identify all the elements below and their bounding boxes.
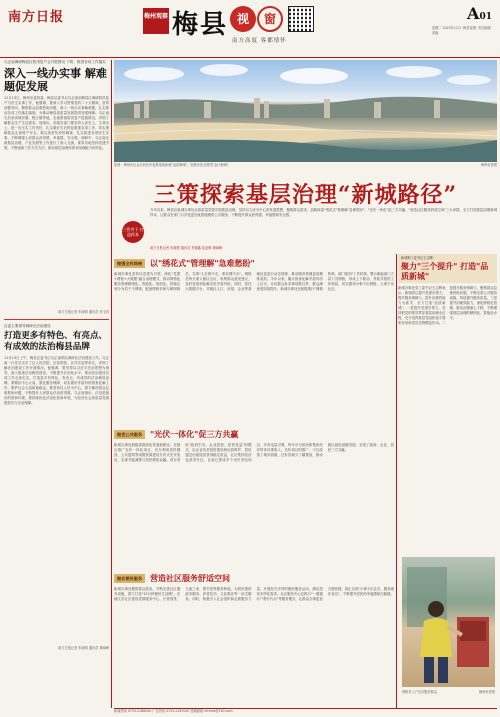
right-headline[interactable]: 聚力"三个提升" 打造"品质新城" — [401, 260, 489, 281]
section-1-body: 新城办事处坚持以党建为引领，深化"党建+网格+大数据"融合治理模式，推动网格化服务管理精细化、智能化、规范化。将辖区划分为若干个网格，配备网格长和专职网格员，实现"人在格中走、事在网中办"。网格员每天深入辖区走访，收集群众意见建议，及时发现和化解各类矛盾纠纷。同时，依托大数据平台，对辖区人口、房屋、企业等基础信息进行动态管理，推动服务管理更加精准高效。今年以来，累计排查化解矛盾纠纷上百宗，办结群众诉求事项数百件，群众满意度持续提升。新城办事处还积极推行"网格吹哨、部门报到"工作机制，整合职能部门力量下沉网格，形成上下联动、齐抓共管的工作格局，切实做到小事不出网格、大事不出社区。 — [114, 272, 394, 291]
edition-badge-1: 视 — [230, 6, 256, 32]
section-1-header: 做强全科网格 以"绣花式"管理解"急难愁盼" — [114, 259, 394, 271]
article-1-credit: 南方日报记者 朱晓倩 通讯员 李玉青 — [58, 310, 109, 314]
article-2-credit: 南方日报记者 朱晓倩 通讯员 黄晓峰 — [58, 645, 109, 650]
divider — [4, 319, 109, 320]
edition-title: 梅县 — [172, 10, 229, 40]
section-3-header: 做实便民服务 营造社区服务舒适空间 — [114, 574, 394, 586]
right-header-box: 新城街工委书记王志辉： 聚力"三个提升" 打造"品质新城" — [398, 254, 497, 283]
photo-caption: 如图：梅州市区金汁河东岸夜景延续新城"品质梅城"，创建评估全景图"金汁梅城"。 梅州市供图 — [114, 163, 497, 167]
city-panorama-icon — [114, 60, 497, 162]
article-2-headline[interactable]: 打造更多有特色、有亮点、有成效的法治梅县品牌 — [4, 330, 108, 352]
masthead — [0, 0, 500, 58]
date-line: 星期二 2023年11月 ·梅县视窗· 责任编辑 美编 — [432, 26, 491, 35]
section-3-body: 新城办事处聚焦群众需求，不断完善社区服务设施，着力打造"15分钟便民生活圈"。在辖区各社区建设党群服务中心、长者饭堂、儿童之家、图书室等服务阵地，为居民提供政务服务、养老托幼、文化娱乐等一站式服务。同时，积极引入社会组织和志愿服务力量，开展形式多样的便民服务活动，满足居民多样化需求。社区服务中心还推行"一窗通办""帮办代办"等服务模式，让群众办事更加方便快捷，真正实现"小事不出社区、服务就在身边"，不断提升居民的幸福感和归属感。 — [114, 587, 394, 601]
section-2-body: 新城办事处积极探索绿色发展新路径，在辖区推广光伏一体化项目，充分利用居民楼顶、公共建筑等闲置资源建设分布式光伏电站，实现节能减排与居民增收双赢。项目采取"政府引导、企业投资、居民受益"的模式，由企业负责投资建设和运营维护，居民通过出租屋顶获得稳定收益，社区集体经济也获得分红。目前已建成多个光伏发电项目，年发电量可观，每年可为居民和集体经济带来可观收入。光伏项目的推广，不仅改善了城市面貌，还有效减少了碳排放，推动辖区绿色低碳发展，实现了政府、企业、居民三方共赢。 — [114, 443, 394, 462]
person-icon — [402, 557, 495, 687]
article-1-body: 11月13日，梅州市委常委、梅县区委书记乌正南到梅县区调研防汛复产与民生实事工作，他强调，要深入学习贯彻党的二十大精神，坚持问题导向，聚焦群众急难愁盼问题，深入一线办实事解难题，扎实推动各项工作落实落细，为推动梅县高质量发展提供坚强保障。乌正南先后来到城东镇、程江镇等地，实地察看防汛复产进展情况，详细了解群众生产生活需求。他指出，各级各部门要坚持人民至上、生命至上，进一步压实工作责任，扎实做好灾后恢复重建各项工作，切实保障群众生命财产安全。要以高度负责的精神，扎实推进各项民生实事，不断增强人民群众获得感、幸福感、安全感。调研中，乌正南还就基层治理、产业发展等工作进行了深入交流，要求各地坚持党建引领，不断创新工作方式方法，推动基层治理体系和治理能力现代化。 — [4, 96, 109, 150]
right-photo-caption: 网格员入户走访服务群众 梅州市供图 — [402, 690, 495, 694]
column-divider — [111, 60, 112, 708]
page-number: A01 — [467, 4, 492, 23]
main-headline[interactable]: 三策探索基层治理“新城路径” — [153, 182, 458, 208]
left-column — [4, 60, 109, 710]
article-2-kicker: 区委主要领导调研区法治建设 — [4, 323, 51, 328]
brand-logo: 南方日报 — [8, 10, 65, 25]
right-body: 新城办事处党工委书记王志辉表示，新城将以提升党建引领力、提升服务保障力、提升治理效能力为抓手，全力打造"品质新城"。一是提升党建引领力，坚持把党的领导贯穿基层治理全过程，充分发挥基层党组织战斗堡垒作用和党员先锋模范作用。二是提升服务保障力，聚焦群众急难愁盼问题，不断完善公共服务设施，持续提升服务质量。三是提升治理效能力，深化网格化管理，推动治理重心下移，不断增强基层治理的精细化、智能化水平。 — [398, 285, 497, 325]
footer: 新闻热线 0753-2186000 广告热线 0753-2187000 投稿邮箱 nfrbmz@163.com — [114, 708, 497, 716]
article-2-body: 11月13日上午，梅县区委书记乌正南带队调研区法治建设工作。乌正南一行先后走访了区人民法院、区检察院、区司法局等单位，详细了解法治建设工作开展情况。他强调，要坚持以习近平法治思想为指导，深入推进法治梅县建设，不断提升法治化水平，推动法治建设各项工作走深走实，打造更多有特色、有亮点、有成效的法治梅县品牌。要紧扣中心大局，强化服务保障，切实做好矛盾纠纷排查化解工作，维护社会大局和谐稳定。要坚持以人民为中心，着力解决群众急难愁盼问题，不断提升人民群众法治获得感。乌正南指出，法治是最好的营商环境，要持续优化法治化营商环境，为经济社会高质量发展提供有力法治保障。 — [4, 355, 109, 405]
lead-paragraph: 今年以来，梅县区新城办事处以高质量党建引领基层治理，坚持以人民为中心的发展思想，聚焦群众需求，创新探索"绣花式"管理解"急难愁盼"、"光伏一体化"促三方共赢、"营造社区服务舒适空间"三大举措，全力打造基层治理新城样本，让群众在家门口享受更加优质便捷的公共服务，不断提升群众获得感、幸福感和安全感。 南方日报记者 朱晓倩 通讯员 李瑞鑫 詹亚维 黄晓峰 — [150, 208, 497, 250]
series-stamp: 三管齐下 打造样本 — [122, 221, 144, 243]
article-1-kicker: 乌正南调研梅县区防汛复产会开展情况 下防、推进各项工作落实 — [4, 60, 106, 64]
edition-badge-2: 窗 — [257, 6, 283, 32]
section-2-header: 做优公共服务 "光伏一体化"促三方共赢 — [114, 430, 394, 442]
section-tag: 梅州观察 — [143, 8, 169, 34]
lead-photo[interactable] — [114, 60, 497, 162]
edition-slogan: 南方高度 客都情怀 — [232, 38, 287, 44]
column-divider — [396, 254, 397, 708]
grid-worker-photo[interactable] — [402, 557, 495, 687]
article-1-headline[interactable]: 深入一线办实事 解难题促发展 — [4, 67, 107, 93]
qr-code-icon[interactable] — [288, 6, 314, 32]
